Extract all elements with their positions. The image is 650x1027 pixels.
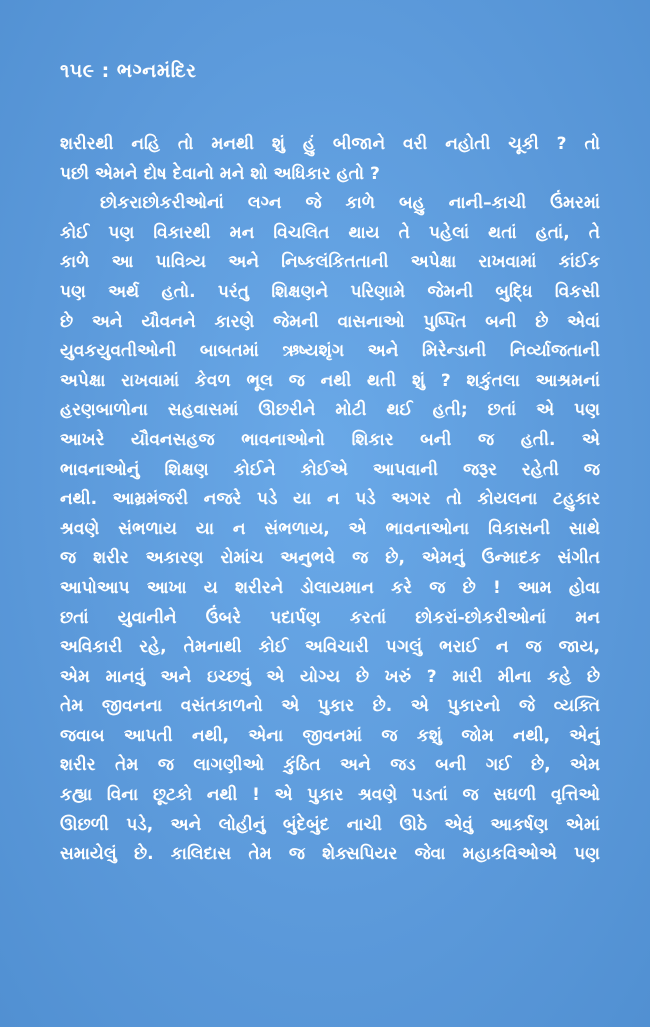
text-line: જવાબ આપતી નથી, એના જીવનમાં જ કશું જોમ નથી, એનું: [60, 725, 600, 746]
text-line: પછી એમને દોષ દેવાનો મને શો અધિકાર હતો ?: [60, 163, 380, 184]
text-line: આખરે યૌવનસહજ ભાવનાઓનો શિકાર બની જ હતી. એ: [60, 429, 600, 450]
text-line: અપેક્ષા રાખવામાં કેવળ ભૂલ જ નથી થતી શું ? શકુંતલા આશ્રમનાં: [60, 370, 600, 391]
text-line: શરીરથી નહિ તો મનથી શું હું બીજાને વરી નહોતી ચૂકી ? તો: [60, 134, 600, 154]
text-line: છોકરાછોકરીઓનાં લગ્ન જે કાળે બહુ નાની–કાચી ઉંમરમાં: [100, 193, 600, 214]
text-line: છતાં યુવાનીને ઉંબરે પદાર્પણ કરતાં છોકરાં-છોકરીઓનાં મન: [60, 607, 600, 628]
text-line: પણ અર્થ હતો. પરંતુ શિક્ષણને પરિણામે જેમની બુદ્ધિ વિકસી: [60, 281, 600, 302]
text-line: અવિકારી રહે, તેમનાથી કોઈ અવિચારી પગલું ભરાઈ ન જ જાય,: [60, 637, 600, 658]
text-line: જ શરીર અકારણ રોમાંચ અનુભવે જ છે, એમનું ઉન્માદક સંગીત: [60, 548, 600, 569]
text-line: યુવકયુવતીઓની બાબતમાં ઋષ્યશૃંગ અને મિરેન્ડાની નિર્વ્યાજતાની: [60, 341, 600, 362]
text-line: કોઈ પણ વિકારથી મન વિચલિત થાય તે પહેલાં થતાં હતાં, તે: [60, 222, 600, 243]
text-line: સમાયેલું છે. કાલિદાસ તેમ જ શેક્સપિયર જેવા મહાકવિઓએ પણ: [60, 844, 600, 865]
text-line: કહ્યા વિના છૂટકો નથી ! એ પુકાર શ્રવણે પડતાં જ સઘળી વૃત્તિઓ: [60, 785, 600, 806]
text-line: શ્રવણે સંભળાય યા ન સંભળાય, એ ભાવનાઓના વિકાસની સાથે: [60, 518, 600, 539]
text-line: હરણબાળોના સહવાસમાં ઊછરીને મોટી થઈ હતી; છતાં એ પણ: [60, 400, 600, 421]
text-line: કાળે આ પાવિત્ર્ય અને નિષ્કલંકિતતાની અપેક્ષા રાખવામાં કાંઈક: [60, 252, 600, 273]
text-line: એમ માનવું અને ઇચ્છવું એ યોગ્ય છે ખરું ? મારી મીના કહે છે: [60, 666, 600, 687]
page-number-and-title: ૧૫૯ : ભગ્નમંદિર: [60, 60, 197, 82]
text-line: ઊછળી પડે, અને લોહીનું બુંદેબુંદ નાચી ઊઠે એવું આકર્ષણ એમાં: [60, 814, 600, 835]
text-line: નથી. આમ્રમંજરી નજરે પડે યા ન પડે અગર તો કોયલના ટહુકાર: [60, 489, 600, 510]
text-line: શરીર તેમ જ લાગણીઓ કુંઠિત અને જડ બની ગઈ છે, એમ: [60, 755, 600, 776]
text-line: છે અને યૌવનને કારણે જેમની વાસનાઓ પુષ્પિત બની છે એવાં: [60, 311, 600, 332]
text-line: ભાવનાઓનું શિક્ષણ કોઈને કોઈએ આપવાની જરૂર રહેતી જ: [60, 459, 600, 480]
body-text: [60, 130, 600, 870]
text-line: તેમ જીવનના વસંતકાળનો એ પુકાર છે. એ પુકારનો જે વ્યક્તિ: [60, 696, 600, 717]
text-line: આપોઆપ આખા ય શરીરને ડોલાયમાન કરે જ છે ! આમ હોવા: [60, 577, 600, 598]
page-header: [60, 60, 600, 100]
